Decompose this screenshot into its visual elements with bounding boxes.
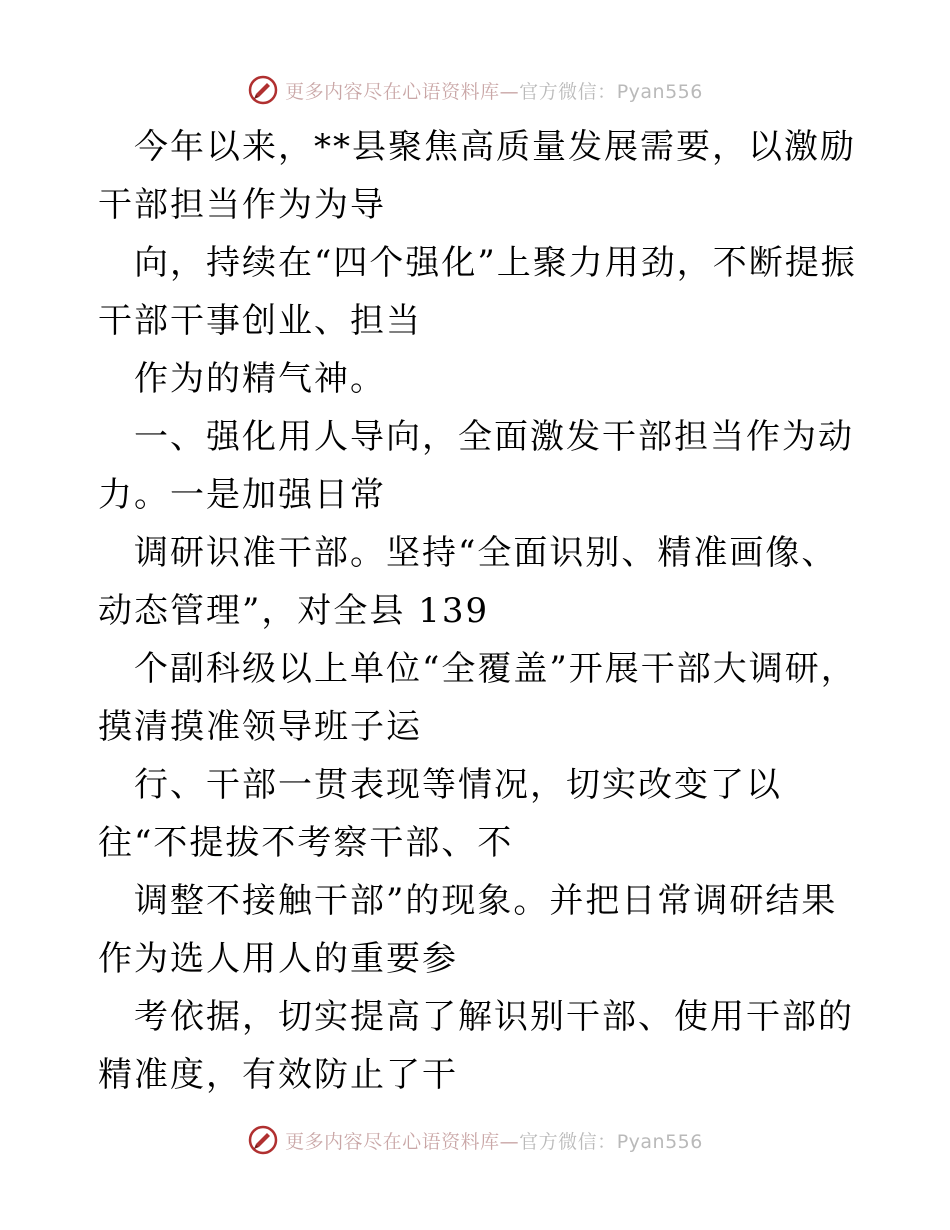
watermark-text — [285, 77, 703, 104]
paragraph: 考依据，切实提高了解识别干部、使用干部的精准度，有效防止了干 — [98, 997, 854, 1095]
footer-watermark-banner — [0, 1120, 950, 1160]
watermark-dash: — — [499, 80, 520, 103]
watermark-wechat-label: 官方微信： — [519, 80, 617, 103]
watermark-wechat-label: 官方微信： — [519, 1130, 617, 1153]
paragraph: 向，持续在“四个强化”上聚力用劲，不断提振干部干事创业、担当 — [98, 243, 857, 341]
paragraph: 调整不接触干部”的现象。并把日常调研结果作为选人用人的重要参 — [98, 881, 838, 979]
brand-logo-icon — [247, 1124, 279, 1156]
paragraph: 一、强化用人导向，全面激发干部担当作为动力。一是加强日常 — [98, 417, 854, 515]
paragraph: 个副科级以上单位“全覆盖”开展干部大调研，摸清摸准领导班子运 — [98, 649, 857, 747]
paragraph: 今年以来，**县聚焦高质量发展需要，以激励干部担当作为为导 — [98, 127, 856, 225]
paragraph: 调研识准干部。坚持“全面识别、精准画像、动态管理”，对全县 139 — [98, 533, 838, 631]
document-body — [98, 118, 858, 1104]
watermark-text — [285, 1127, 703, 1154]
header-watermark-banner — [0, 70, 950, 110]
watermark-site-name: 更多内容尽在心语资料库 — [285, 1130, 500, 1153]
brand-logo-icon — [247, 74, 279, 106]
watermark-dash: — — [499, 1130, 520, 1153]
watermark-site-name: 更多内容尽在心语资料库 — [285, 80, 500, 103]
paragraph: 行、干部一贯表现等情况，切实改变了以往“不提拔不考察干部、不 — [98, 765, 782, 863]
watermark-wechat-id: Pyan556 — [616, 80, 703, 103]
watermark-wechat-id: Pyan556 — [616, 1130, 703, 1153]
paragraph: 作为的精气神。 — [134, 359, 386, 399]
